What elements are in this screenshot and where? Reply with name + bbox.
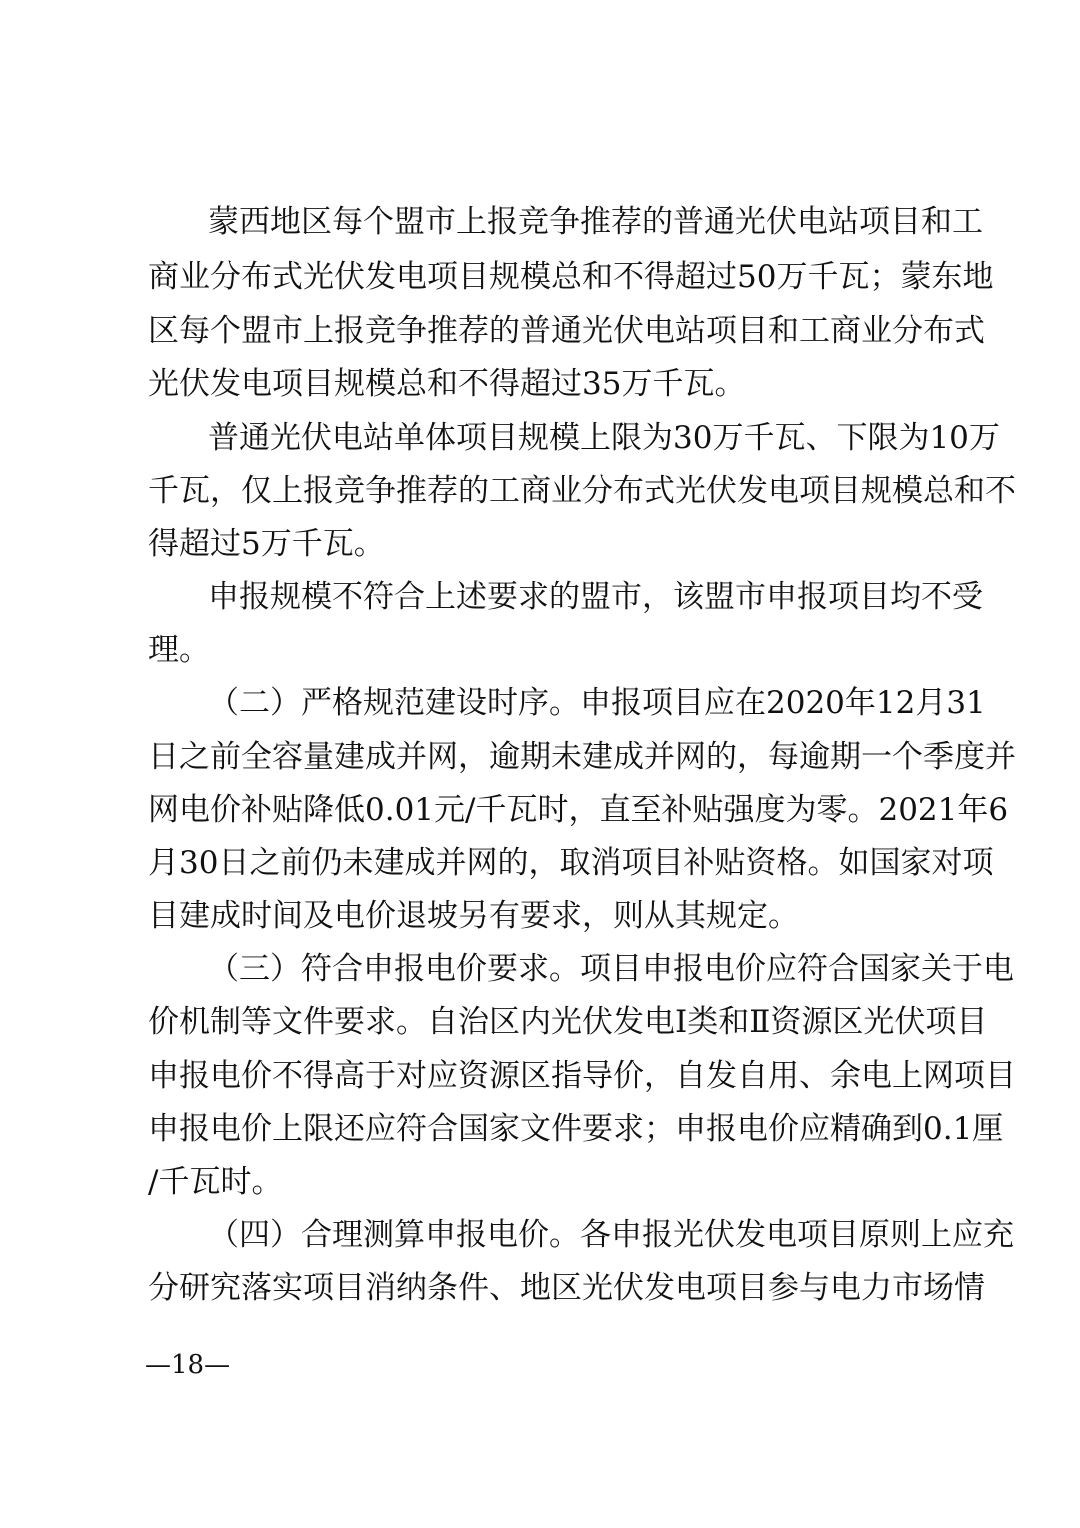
page-number: —18— bbox=[145, 1350, 231, 1380]
text-line: （四）合理测算申报电价。各申报光伏发电项目原则上应充 bbox=[208, 1217, 1014, 1253]
text-line: 申报规模不符合上述要求的盟市，该盟市申报项目均不受 bbox=[208, 579, 983, 615]
text-line: 光伏发电项目规模总和不得超过35万千瓦。 bbox=[148, 366, 746, 402]
text-line: 普通光伏电站单体项目规模上限为30万千瓦、下限为10万 bbox=[208, 420, 1000, 456]
text-line: 分研究落实项目消纳条件、地区光伏发电项目参与电力市场情 bbox=[148, 1270, 985, 1306]
text-line: 申报电价上限还应符合国家文件要求；申报电价应精确到0.1厘 bbox=[148, 1111, 1004, 1147]
text-line: 日之前全容量建成并网，逾期未建成并网的，每逾期一个季度并 bbox=[148, 739, 1016, 775]
text-line: 目建成时间及电价退坡另有要求，则从其规定。 bbox=[148, 898, 799, 934]
text-line: 月30日之前仍未建成并网的，取消项目补贴资格。如国家对项 bbox=[148, 845, 994, 881]
text-line: 得超过5万千瓦。 bbox=[148, 526, 385, 562]
text-line: 蒙西地区每个盟市上报竞争推荐的普通光伏电站项目和工 bbox=[208, 204, 983, 240]
text-line: 网电价补贴降低0.01元/千瓦时，直至补贴强度为零。2021年6 bbox=[148, 792, 1009, 828]
text-line: 申报电价不得高于对应资源区指导价，自发自用、余电上网项目 bbox=[148, 1058, 1016, 1094]
text-line: 价机制等文件要求。自治区内光伏发电Ⅰ类和Ⅱ资源区光伏项目 bbox=[148, 1004, 988, 1040]
text-line: （二）严格规范建设时序。申报项目应在2020年12月31 bbox=[208, 685, 986, 721]
text-line: （三）符合申报电价要求。项目申报电价应符合国家关于电 bbox=[208, 951, 1014, 987]
text-line: 理。 bbox=[148, 632, 210, 668]
text-line: 商业分布式光伏发电项目规模总和不得超过50万千瓦；蒙东地 bbox=[148, 259, 994, 295]
text-line: 千瓦，仅上报竞争推荐的工商业分布式光伏发电项目规模总和不 bbox=[148, 473, 1016, 509]
text-line: 区每个盟市上报竞争推荐的普通光伏电站项目和工商业分布式 bbox=[148, 313, 985, 349]
text-line: /千瓦时。 bbox=[148, 1164, 283, 1200]
